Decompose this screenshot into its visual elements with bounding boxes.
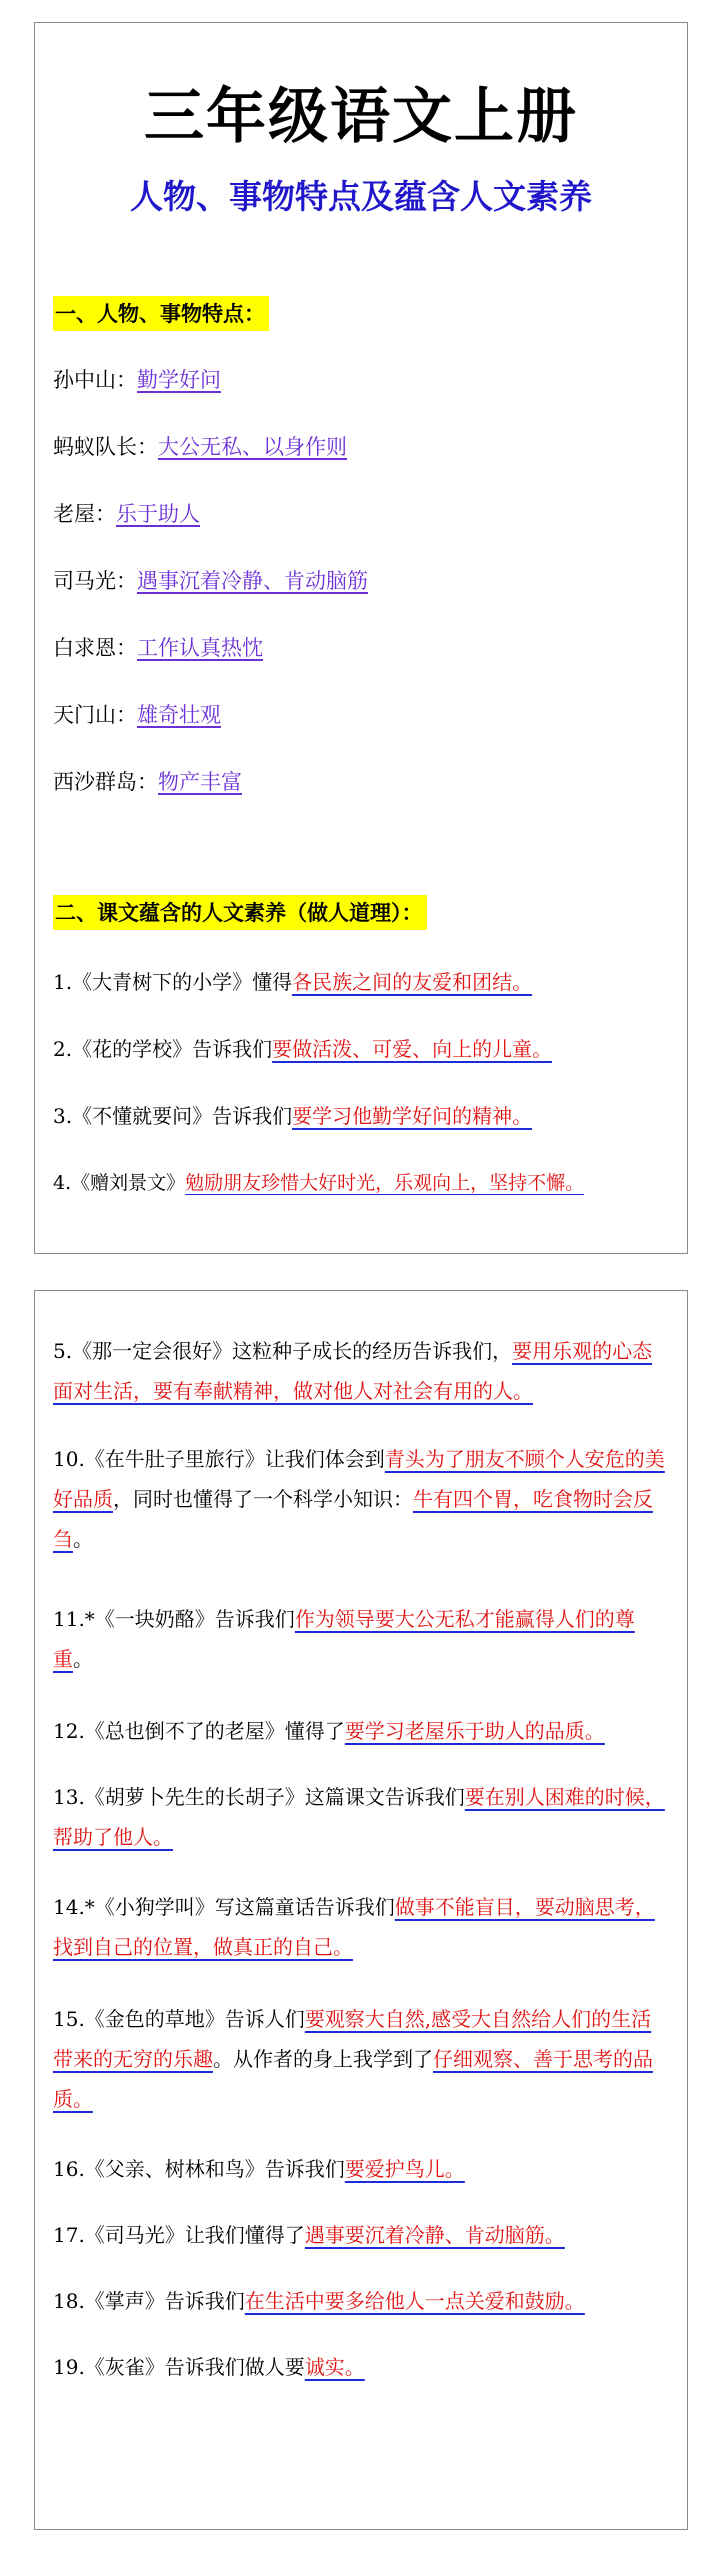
lesson-item	[53, 1033, 669, 1065]
document-page-2	[34, 1290, 688, 2530]
lesson-item	[53, 2215, 667, 2255]
trait-value: 遇事沉着冷静、肯动脑筋	[137, 569, 368, 593]
trait-item	[53, 633, 263, 663]
lesson-prefix: 4.《赠刘景文》	[53, 1172, 186, 1194]
lesson-answer: 遇事要沉着冷静、肯动脑筋。	[304, 2223, 565, 2247]
lesson-item	[53, 1599, 667, 1679]
section-heading-traits: 一、人物、事物特点：	[53, 296, 269, 331]
lesson-answer: 要学习老屋乐于助人的品质。	[344, 1719, 605, 1743]
lesson-prefix: 18.《掌声》告诉我们	[53, 2289, 245, 2313]
lesson-answer: 诚实。	[304, 2355, 365, 2379]
lesson-prefix: 14.*《小狗学叫》写这篇童话告诉我们	[53, 1895, 395, 1919]
lesson-middle: 。从作者的身上我学到了	[213, 2047, 433, 2071]
lesson-item	[53, 2149, 667, 2189]
lesson-prefix: 15.《金色的草地》告诉人们	[53, 2007, 305, 2031]
trait-name: 天门山：	[53, 703, 137, 727]
page-subtitle: 人物、事物特点及蕴含人文素养	[130, 177, 592, 216]
lesson-middle: ，同时也懂得了一个科学小知识：	[113, 1487, 413, 1511]
trait-name: 司马光：	[53, 569, 137, 593]
lesson-prefix: 13.《胡萝卜先生的长胡子》这篇课文告诉我们	[53, 1785, 465, 1809]
lesson-prefix: 3.《不懂就要问》告诉我们	[53, 1104, 293, 1128]
trait-value: 工作认真热忱	[137, 636, 263, 660]
lesson-prefix: 19.《灰雀》告诉我们做人要	[53, 2355, 305, 2379]
lesson-item	[53, 1167, 669, 1199]
trait-item	[53, 432, 347, 462]
trait-value: 大公无私、以身作则	[158, 435, 347, 459]
lesson-item	[53, 2281, 667, 2321]
lesson-answer: 各民族之间的友爱和团结。	[292, 970, 533, 994]
lesson-prefix: 10.《在牛肚子里旅行》让我们体会到	[53, 1447, 385, 1471]
lesson-prefix: 2.《花的学校》告诉我们	[53, 1037, 273, 1061]
section-heading-lessons: 二、课文蕴含的人文素养（做人道理）：	[53, 895, 427, 930]
trait-name: 白求恩：	[53, 636, 137, 660]
lesson-answer: 要爱护鸟儿。	[344, 2157, 465, 2181]
lesson-answer: 勉励朋友珍惜大好时光，乐观向上，坚持不懈。	[185, 1172, 585, 1194]
lesson-suffix: 。	[73, 1527, 93, 1551]
trait-name: 西沙群岛：	[53, 770, 158, 794]
lesson-item	[53, 1887, 667, 1967]
lesson-answer: 在生活中要多给他人一点关爱和鼓励。	[244, 2289, 585, 2313]
trait-item	[53, 700, 221, 730]
lesson-answer: 作为领导要大公无私才能赢得人们的尊重	[53, 1607, 635, 1671]
trait-value: 物产丰富	[158, 770, 242, 794]
page-title: 三年级语文上册	[144, 82, 578, 152]
trait-item	[53, 499, 200, 529]
trait-value: 勤学好问	[137, 368, 221, 392]
lesson-item	[53, 2347, 667, 2387]
trait-item	[53, 767, 242, 797]
lesson-prefix: 11.*《一块奶酪》告诉我们	[53, 1607, 295, 1631]
lesson-answer: 要学习他勤学好问的精神。	[292, 1104, 533, 1128]
lesson-prefix: 17.《司马光》让我们懂得了	[53, 2223, 305, 2247]
lesson-prefix: 12.《总也倒不了的老屋》懂得了	[53, 1719, 345, 1743]
lesson-item	[53, 1331, 667, 1411]
lesson-answer: 仔细观察、善于思考的品质。	[53, 2047, 653, 2111]
lesson-answer: 做事不能盲目，要动脑思考，找到自己的位置，做真正的自己。	[53, 1895, 655, 1959]
trait-value: 雄奇壮观	[137, 703, 221, 727]
lesson-answer: 要做活泼、可爱、向上的儿童。	[272, 1037, 553, 1061]
lesson-prefix: 1.《大青树下的小学》懂得	[53, 970, 293, 994]
lesson-answer: 牛有四个胃，吃食物时会反刍	[53, 1487, 653, 1551]
lesson-answer: 要用乐观的心态面对生活，要有奉献精神，做对他人对社会有用的人。	[53, 1339, 653, 1403]
trait-name: 蚂蚁队长：	[53, 435, 158, 459]
lesson-prefix: 5.《那一定会很好》这粒种子成长的经历告诉我们，	[53, 1339, 513, 1363]
lesson-suffix: 。	[73, 1647, 93, 1671]
lesson-prefix: 16.《父亲、树林和鸟》告诉我们	[53, 2157, 345, 2181]
lesson-item	[53, 1711, 667, 1751]
lesson-item	[53, 1999, 667, 2119]
lesson-item	[53, 1439, 667, 1559]
lesson-item	[53, 1777, 667, 1857]
lesson-item	[53, 1100, 669, 1132]
trait-name: 孙中山：	[53, 368, 137, 392]
lesson-answer: 要观察大自然,感受大自然给人们的生活带来的无穷的乐趣	[53, 2007, 652, 2071]
trait-value: 乐于助人	[116, 502, 200, 526]
lesson-item	[53, 966, 669, 998]
lesson-answer: 要在别人困难的时候，帮助了他人。	[53, 1785, 665, 1849]
trait-name: 老屋：	[53, 502, 116, 526]
document-page-1	[34, 22, 688, 1254]
trait-item	[53, 566, 368, 596]
trait-item	[53, 365, 221, 395]
lesson-answer: 青头为了朋友不顾个人安危的美好品质	[53, 1447, 665, 1511]
